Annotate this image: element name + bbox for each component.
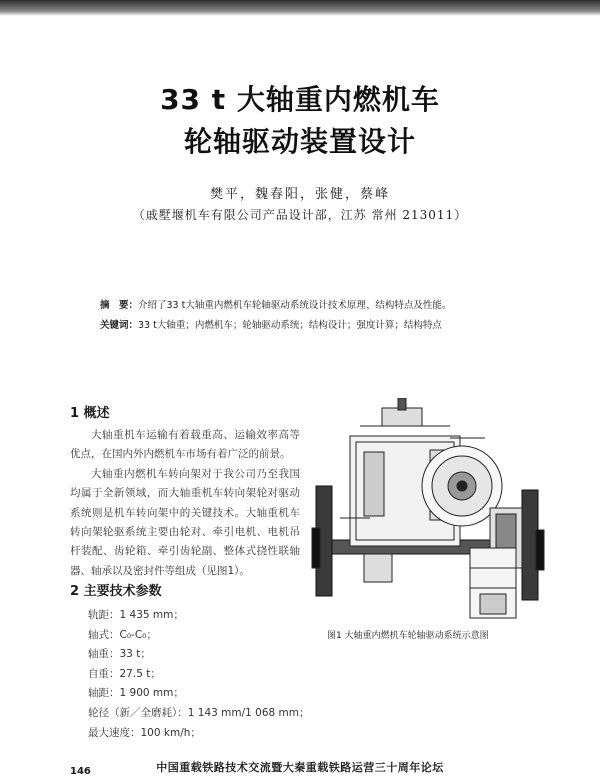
parameter-item: 轨距：1 435 mm； [88, 609, 184, 621]
section-2-heading: 2 主要技术参数 [70, 584, 162, 599]
affiliation: （戚墅堰机车有限公司产品设计部，江苏 常州 213011） [132, 208, 468, 222]
keywords-label: 关键词： [100, 320, 139, 331]
parameter-list [88, 606, 310, 743]
abstract-label: 摘 要： [100, 300, 139, 311]
parameter-item: 轮径（新／全磨耗）：1 143 mm/1 068 mm； [88, 706, 310, 719]
parameter-item: 轴距：1 900 mm； [88, 687, 184, 700]
paragraph: 大轴重内燃机车转向架对于我公司乃至我国均属于全新领域，而大轴重机车转向架轮对驱动系统则是机车转向架中的关键技术。大轴重机车转向架轮驱系统主要由轮对、牵引电机、电机吊杆装配、齿轮箱、牵引齿轮副、整体式挠性联轴器、轴承以及密封件等组成（见图1）。 [70, 467, 300, 577]
top-header-band [0, 0, 600, 16]
authors: 樊平，魏春阳，张健，蔡峰 [209, 187, 390, 202]
footer-conference-name: 中国重载铁路技术交流暨大秦重载铁路运营三十周年论坛 [156, 761, 444, 774]
parameter-item: 最大速度：100 km/h； [88, 726, 201, 739]
wheelset-drive-diagram [310, 398, 550, 622]
keywords-text: 33 t大轴重；内燃机车；轮轴驱动系统；结构设计；强度计算；结构特点 [138, 320, 442, 331]
abstract-text: 介绍了33 t大轴重内燃机车轮轴驱动系统设计技术原理、结构特点及性能。 [138, 300, 452, 311]
parameter-item: 自重：27.5 t； [88, 667, 161, 680]
keywords [100, 317, 442, 331]
parameter-item: 轴重：33 t； [88, 648, 151, 661]
section-1-body [70, 426, 300, 581]
parameter-item: 轴式：C₀-C₀； [88, 628, 157, 641]
page-number: 146 [70, 766, 91, 777]
paragraph: 大轴重机车运输有着载重高、运输效率高等优点，在国内外内燃机车市场有着广泛的前景。 [70, 429, 300, 461]
section-1-heading: 1 概述 [70, 406, 110, 421]
article-title-line-2: 轮轴驱动装置设计 [183, 125, 416, 158]
article-title-line-1: 33 t 大轴重内燃机车 [160, 83, 440, 116]
figure-caption: 图1 大轴重内燃机车轮轴驱动系统示意图 [327, 631, 489, 641]
abstract [100, 297, 451, 311]
